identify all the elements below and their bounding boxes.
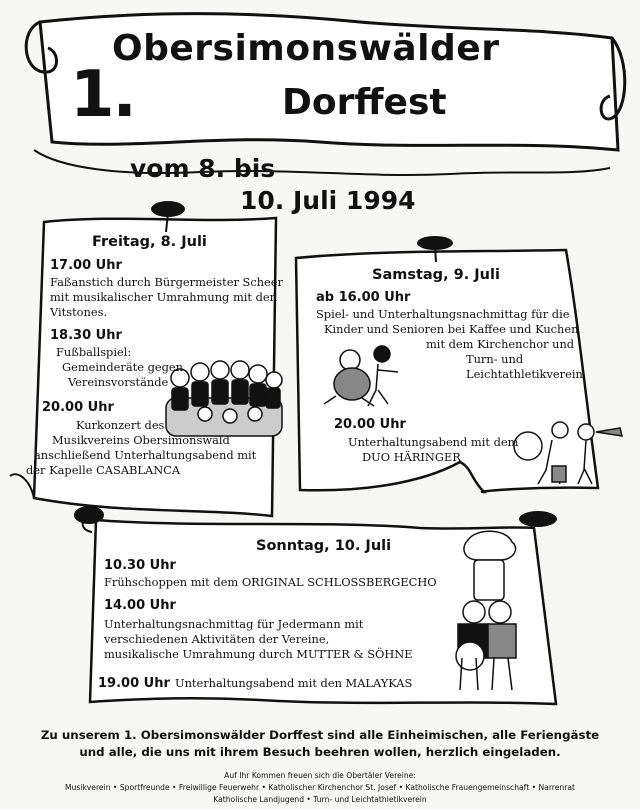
event-line: mit dem Kirchenchor und (426, 337, 575, 351)
event-line: der Kapelle CASABLANCA (26, 463, 181, 477)
sunday-heading: Sonntag, 10. Juli (256, 538, 392, 554)
invitation-line: und alle, die uns mit ihrem Besuch beehren wollen, herzlich eingeladen. (79, 745, 561, 759)
event-time: 14.00 Uhr (104, 598, 176, 613)
title-line-1: Obersimonswälder (112, 28, 500, 69)
event-time: ab 16.00 Uhr (316, 290, 411, 305)
event-line: Kurkonzert des (76, 418, 165, 432)
title-line-2: Dorffest (282, 82, 447, 123)
date-line-2: 10. Juli 1994 (240, 186, 416, 215)
event-time: 20.00 Uhr (42, 400, 114, 415)
event-line: verschiedenen Aktivitäten der Vereine, (104, 632, 330, 646)
event-line: Turn- und Leichtathletikverein (466, 352, 583, 381)
event-time: 10.30 Uhr (104, 558, 176, 573)
event-time: 19.00 Uhr (98, 676, 170, 691)
clubs-line: Musikverein • Sportfreunde • Freiwillige Feuerwehr • Katholischer Kirchenchor St. Josef • Katholische Frauengemeinschaft • Narrenrat (64, 783, 576, 792)
event-description (334, 435, 518, 465)
saturday-heading: Samstag, 9. Juli (372, 267, 500, 283)
event-description (50, 275, 283, 320)
clubs-line: Katholische Landjugend • Turn- und Leichtathletikverein (213, 795, 427, 804)
event-line: mit musikalischer Umrahmung mit den (50, 290, 277, 304)
event-description (104, 575, 437, 590)
invitation-text (20, 727, 620, 761)
event-line: Gemeinderäte gegen (62, 360, 183, 374)
event-description: Unterhaltungsabend mit den MALAYKAS (174, 676, 413, 690)
event-line: Vitstones. (50, 305, 108, 319)
pin-icon (74, 506, 104, 524)
date-line-1: vom 8. bis (130, 154, 276, 183)
event-time: 18.30 Uhr (50, 328, 122, 343)
event-line: Faßanstich durch Bürgermeister Scheer (50, 275, 283, 289)
event-line: Fußballspiel: (56, 345, 132, 359)
event-description (56, 345, 183, 390)
event-description (104, 617, 413, 662)
invitation-line: Zu unserem 1. Obersimonswälder Dorffest sind alle Einheimischen, alle Feriengäste (40, 728, 600, 742)
event-row (98, 672, 412, 691)
event-line: DUO HÄRINGER (362, 450, 461, 464)
clubs-line: Auf Ihr Kommen freuen sich die Obertäler Vereine: (224, 771, 416, 780)
event-line: Frühschoppen mit dem ORIGINAL SCHLOSSBERGECHO (104, 575, 437, 589)
event-line: Kinder und Senioren bei Kaffee und Kuchen (324, 322, 579, 336)
clubs-text (40, 770, 600, 806)
event-line: Spiel- und Unterhaltungsnachmittag für die (316, 307, 570, 321)
event-time: 20.00 Uhr (334, 417, 406, 432)
event-time: 17.00 Uhr (50, 258, 122, 273)
event-description (316, 307, 640, 382)
event-line: Musikvereins Obersimonswald (52, 433, 230, 447)
event-line: Unterhaltungsabend mit dem (348, 435, 519, 449)
event-description (26, 418, 256, 478)
event-line: Unterhaltungsnachmittag für Jedermann mit (104, 617, 364, 631)
pin-needle (435, 247, 436, 262)
event-line: musikalische Umrahmung durch MUTTER & SÖHNE (104, 647, 413, 661)
pin-icon (519, 511, 557, 527)
event-line: anschließend Unterhaltungsabend mit (34, 448, 257, 462)
title-number: 1. (70, 58, 135, 132)
friday-heading: Freitag, 8. Juli (92, 234, 207, 250)
event-line: Vereinsvorstände (68, 375, 169, 389)
